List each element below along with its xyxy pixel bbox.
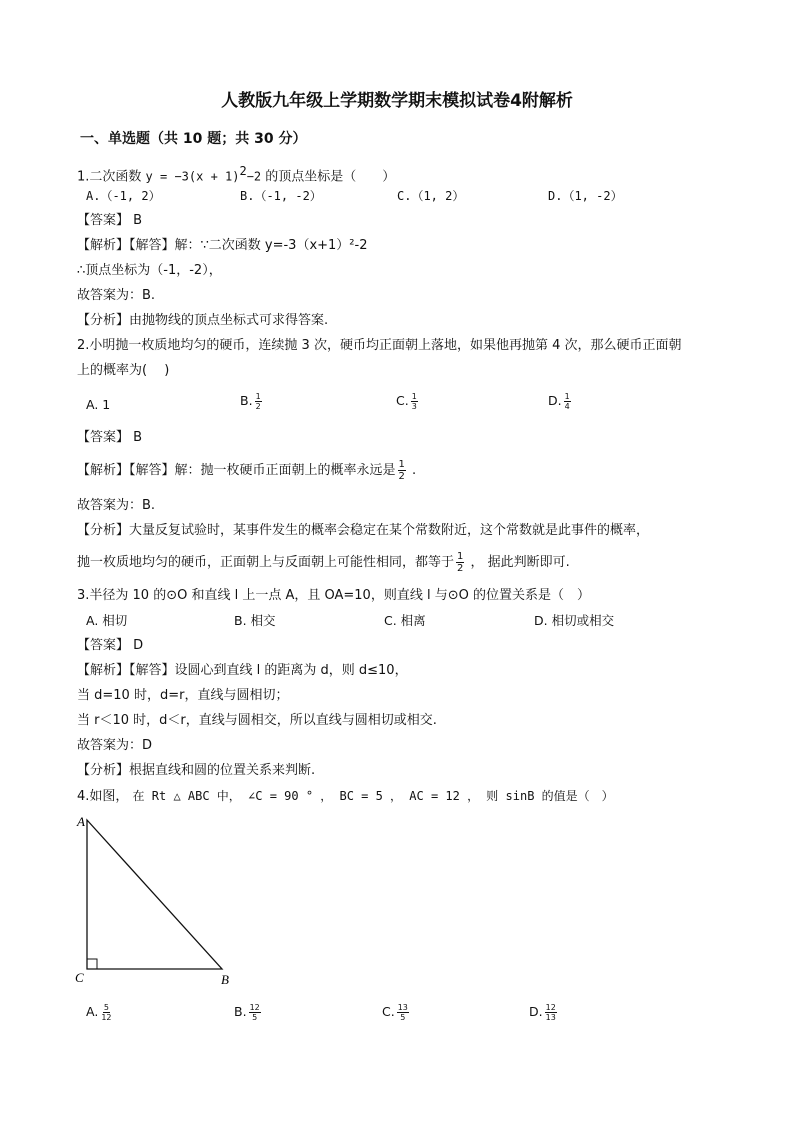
q4-option-a: A. $\frac{5}{12}$: [86, 1003, 112, 1022]
question-2-stem-line-2: 上的概率为( ): [77, 363, 170, 378]
q2-fenxi-line-1: 【分析】大量反复试验时，某事件发生的概率会稳定在某个常数附近，这个常数就是此事件的概率，: [77, 523, 650, 538]
question-2-stem-line-1: 2.小明抛一枚质地均匀的硬币，连续抛 3 次，硬币均正面朝上落地，如果他再抛第 4 次，那么硬币正面朝: [77, 338, 682, 353]
q3-step-3: 故答案为：D: [77, 738, 153, 753]
q2-step-1: 故答案为：B.: [77, 498, 156, 513]
q1-option-a: A.（-1, 2）: [86, 189, 161, 203]
q1-step-1: ∴顶点坐标为（-1，-2），: [77, 263, 222, 278]
q2-option-b: B. $\frac{1}{2}$: [240, 392, 261, 411]
q1-option-d: D.（1, -2）: [548, 189, 623, 203]
q4-option-c: C. $\frac{13}{5}$: [382, 1003, 408, 1022]
triangle-abc: [87, 820, 222, 969]
fraction: $\frac{12}{13}$: [545, 1003, 556, 1022]
page-title: 人教版九年级上学期数学期末模拟试卷4附解析: [221, 91, 573, 111]
section-heading: 一、单选题（共 10 题；共 30 分）: [80, 131, 307, 147]
triangle-diagram: [70, 810, 250, 990]
q2-option-d: D. $\frac{1}{4}$: [548, 392, 570, 411]
q1-option-c: C.（1, 2）: [397, 189, 465, 203]
fraction: $\frac{1}{3}$: [411, 392, 417, 411]
q3-option-a: A. 相切: [86, 613, 128, 628]
vertex-label-b: B: [221, 972, 229, 987]
fraction: $\frac{5}{12}$: [101, 1003, 112, 1022]
q3-option-d: D. 相切或相交: [534, 613, 615, 628]
q3-option-b: B. 相交: [234, 613, 276, 628]
q1-step-2: 故答案为：B.: [77, 288, 156, 303]
q3-step-1: 当 d=10 时，d=r，直线与圆相切；: [77, 688, 289, 703]
fraction: $\frac{1}{4}$: [564, 392, 570, 411]
q1-fenxi: 【分析】由抛物线的顶点坐标式可求得答案.: [77, 313, 329, 328]
question-4-stem: 4.如图， 在 Rt △ ABC 中， ∠C = 90 ° ， BC = 5 ， AC = 12 ， 则 sinB 的值是（ ）: [77, 789, 614, 804]
q2-option-a: A. 1: [86, 397, 111, 412]
q3-option-c: C. 相离: [384, 613, 426, 628]
right-angle-mark: [87, 959, 97, 969]
fraction: $\frac{1}{2}$: [398, 459, 405, 482]
fraction: $\frac{13}{5}$: [397, 1003, 408, 1022]
fraction: $\frac{12}{5}$: [249, 1003, 260, 1022]
q3-analysis: 【解析】【解答】设圆心到直线 l 的距离为 d，则 d≤10，: [77, 663, 408, 678]
q2-option-c: C. $\frac{1}{3}$: [396, 392, 417, 411]
q2-answer: 【答案】 B: [77, 430, 143, 445]
q2-fenxi-line-2: 抛一枚质地均匀的硬币，正面朝上与反面朝上可能性相同，都等于 $\frac{1}{2}$ ， 据此判断即可.: [77, 551, 570, 574]
question-3-stem: 3.半径为 10 的⊙O 和直线 l 上一点 A，且 OA=10，则直线 l 与⊙O 的位置关系是（ ）: [77, 588, 590, 603]
q3-step-2: 当 r＜10 时，d＜r，直线与圆相交，所以直线与圆相切或相交.: [77, 713, 437, 728]
q1-option-b: B.（-1, -2）: [240, 189, 322, 203]
vertex-label-c: C: [75, 970, 84, 985]
fraction: $\frac{1}{2}$: [457, 551, 464, 574]
q1-answer: 【答案】 B: [77, 213, 143, 228]
question-1-stem: 1.二次函数 $y = -3(x + 1)^2-2$ 的顶点坐标是（ ）: [77, 164, 396, 185]
vertex-label-a: A: [77, 814, 85, 829]
q1-analysis: 【解析】【解答】解：∵二次函数 y=-3（x+1）²-2: [77, 238, 368, 253]
q4-option-b: B. $\frac{12}{5}$: [234, 1003, 260, 1022]
q2-analysis: 【解析】【解答】解：抛一枚硬币正面朝上的概率永远是 $\frac{1}{2}$ .: [77, 459, 417, 482]
q4-option-d: D. $\frac{12}{13}$: [529, 1003, 556, 1022]
q3-answer: 【答案】 D: [77, 638, 144, 653]
q3-fenxi: 【分析】根据直线和圆的位置关系来判断.: [77, 763, 316, 778]
fraction: $\frac{1}{2}$: [255, 392, 261, 411]
